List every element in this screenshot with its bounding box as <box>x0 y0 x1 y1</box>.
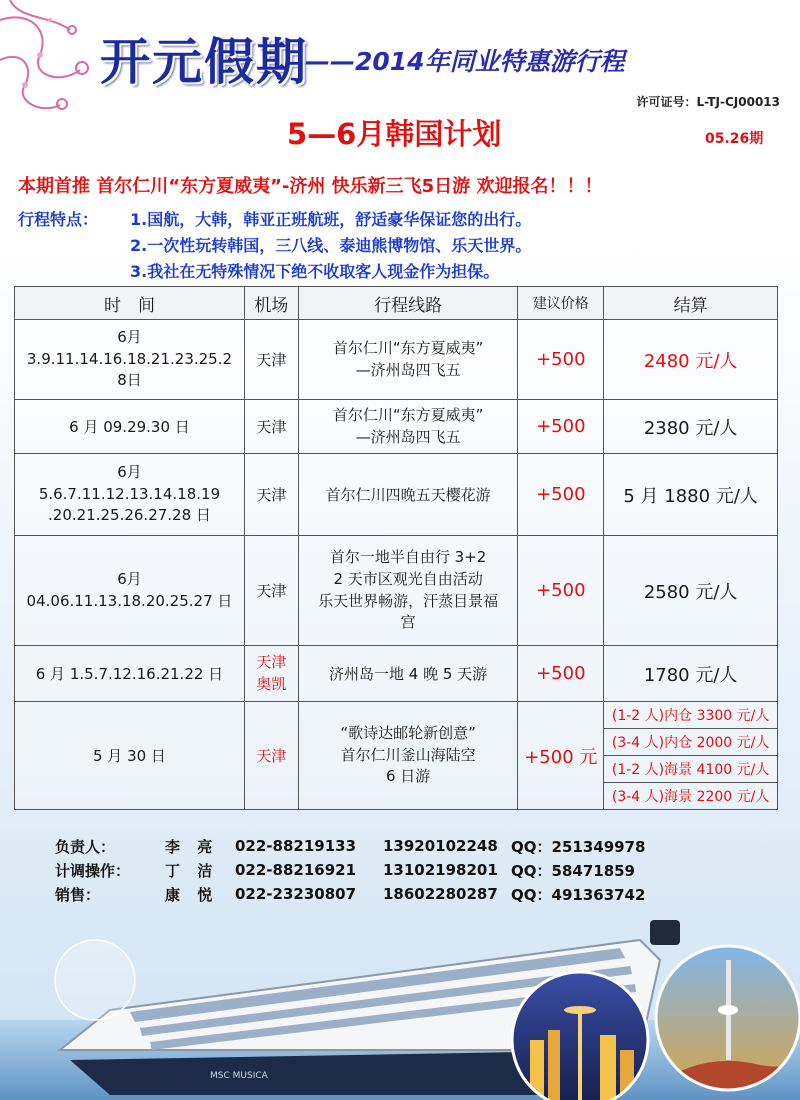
contact-row <box>55 858 711 882</box>
settlement-cell: 2380 元/人 <box>604 400 778 454</box>
header-route: 行程线路 <box>298 287 518 320</box>
table-row <box>15 454 778 536</box>
feature-row <box>18 231 531 257</box>
date-cell: 6 月 1.5.7.12.16.21.22 日 <box>15 646 245 702</box>
contact-row <box>55 834 711 858</box>
date-cell: 6月 04.06.11.13.18.20.25.27 日 <box>15 536 245 646</box>
headline-promo: 本期首推 首尔仁川“东方夏威夷”-济州 快乐新三飞5日游 欢迎报名！！！ <box>18 176 603 197</box>
table-row <box>15 646 778 702</box>
header-settlement: 结算 <box>604 287 778 320</box>
feature-item: 2.一次性玩转韩国，三八线、泰迪熊博物馆、乐天世界。 <box>130 235 532 255</box>
settlement-option: (1-2 人)海景 4100 元/人 <box>604 756 778 783</box>
route-cell: 首尔仁川四晚五天樱花游 <box>298 454 518 536</box>
header-suggested-price: 建议价格 <box>518 287 604 320</box>
ship-name-label: MSC MUSICA <box>210 1071 268 1081</box>
contact-mobile: 13920102248 <box>383 837 498 855</box>
contact-role: 计调操作： <box>55 861 131 880</box>
price-cell: +500 <box>518 320 604 400</box>
price-cell: +500 <box>518 454 604 536</box>
contact-phone: 022-88219133 <box>235 837 357 855</box>
airport-cell: 天津 <box>244 400 298 454</box>
date-cell: 6 月 09.29.30 日 <box>15 400 245 454</box>
airport-cell: 天津 <box>244 702 298 810</box>
contacts-block <box>55 834 711 906</box>
header-airport: 机场 <box>244 287 298 320</box>
settlement-option: (1-2 人)内仓 3300 元/人 <box>604 702 778 729</box>
settlement-option: (3-4 人)海景 2200 元/人 <box>604 783 778 810</box>
brand-subtitle: ——2014年同业特惠游行程 <box>305 47 625 76</box>
airport-cell: 天津 <box>244 320 298 400</box>
cruise-ship-scene <box>0 900 800 1100</box>
plan-title: 5—6月韩国计划 <box>287 117 502 151</box>
contact-qq: QQ：58471859 <box>511 861 635 880</box>
contact-qq: QQ：491363742 <box>511 885 646 904</box>
date-cell: 6月 5.6.7.11.12.13.14.18.19 .20.21.25.26.27.28 日 <box>15 454 245 536</box>
feature-item: 1.国航，大韩，韩亚正班航班，舒适豪华保证您的出行。 <box>130 209 532 229</box>
route-cell: 首尔一地半自由行 3+2 2 天市区观光自由活动 乐天世界畅游，汗蒸目景福 宫 <box>298 536 518 646</box>
price-cell: +500 <box>518 646 604 702</box>
contact-phone: 022-88216921 <box>235 861 357 879</box>
date-cell: 6月 3.9.11.14.16.18.21.23.25.2 8日 <box>15 320 245 400</box>
contact-name: 丁 洁 <box>165 861 219 880</box>
route-cell: “歌诗达邮轮新创意” 首尔仁川釜山海陆空 6 日游 <box>298 702 518 810</box>
contact-mobile: 13102198201 <box>383 861 498 879</box>
itinerary-table <box>14 286 778 810</box>
settlement-cell: 2480 元/人 <box>604 320 778 400</box>
contact-mobile: 18602280287 <box>383 885 498 903</box>
price-cell: +500 元 <box>518 702 604 810</box>
table-row <box>15 320 778 400</box>
date-cell: 5 月 30 日 <box>15 702 245 810</box>
contact-phone: 022-23230807 <box>235 885 357 903</box>
table-row <box>15 536 778 646</box>
route-cell: 首尔仁川“东方夏威夷” —济州岛四飞五 <box>298 400 518 454</box>
contact-role: 负责人： <box>55 837 116 856</box>
airport-cell: 天津 <box>244 454 298 536</box>
price-cell: +500 <box>518 536 604 646</box>
settlement-cell: 5 月 1880 元/人 <box>604 454 778 536</box>
contact-name: 李 亮 <box>165 837 219 856</box>
airport-cell: 天津 奥凯 <box>244 646 298 702</box>
brand-title: 开元假期 <box>100 33 308 91</box>
contact-role: 销售： <box>55 885 101 904</box>
table-row <box>15 400 778 454</box>
feature-row <box>18 257 531 283</box>
settlement-cell: 1780 元/人 <box>604 646 778 702</box>
route-cell: 首尔仁川“东方夏威夷” —济州岛四飞五 <box>298 320 518 400</box>
table-row-cruise <box>15 702 778 729</box>
table-header-row <box>15 287 778 320</box>
settlement-option: (3-4 人)内仓 2000 元/人 <box>604 729 778 756</box>
bubble <box>55 940 135 1020</box>
route-cell: 济州岛一地 4 晚 5 天游 <box>298 646 518 702</box>
contact-qq: QQ：251349978 <box>511 837 646 856</box>
settlement-cell: 2580 元/人 <box>604 536 778 646</box>
contact-name: 康 悦 <box>165 885 219 904</box>
license-number: 许可证号：L-TJ-CJ00013 <box>636 95 780 109</box>
airport-cell: 天津 <box>244 536 298 646</box>
trip-features <box>18 205 531 283</box>
price-cell: +500 <box>518 400 604 454</box>
features-label: 行程特点： <box>18 209 99 229</box>
feature-row <box>18 205 531 231</box>
header-date: 时 间 <box>15 287 245 320</box>
feature-item: 3.我社在无特殊情况下绝不收取客人现金作为担保。 <box>130 261 500 281</box>
issue-number: 05.26期 <box>705 131 764 147</box>
